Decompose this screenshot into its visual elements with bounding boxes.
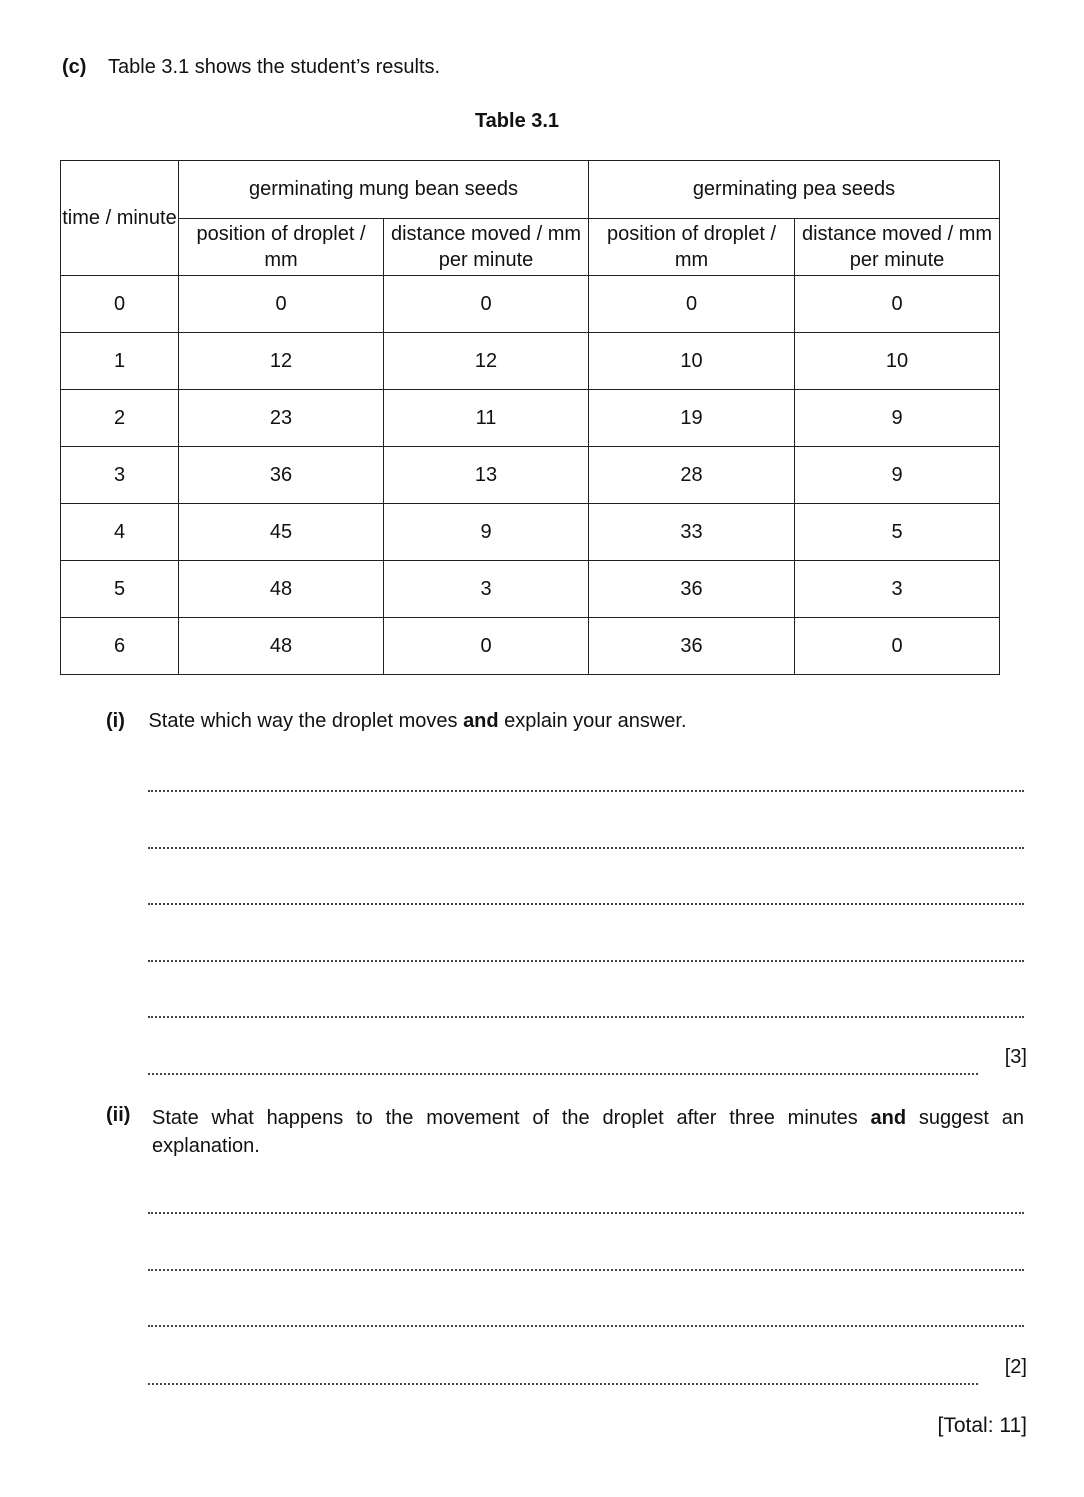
part-ii-text: suggest an explanation.: [152, 1107, 1024, 1157]
marks-ii: [2]: [1004, 1356, 1027, 1378]
part-ii-label: (ii): [106, 1104, 131, 1126]
answer-line[interactable]: [148, 1325, 1024, 1327]
value-cell: 36: [179, 447, 384, 504]
value-cell: 9: [384, 504, 589, 561]
table-row: [61, 276, 1000, 333]
value-cell: 10: [589, 333, 795, 390]
answer-line[interactable]: [148, 1383, 978, 1385]
total-marks: [Total: 11]: [937, 1414, 1027, 1437]
subheader: distance moved / mm per minute: [795, 218, 1000, 276]
value-cell: 0: [795, 618, 1000, 675]
time-cell: 3: [61, 447, 179, 504]
answer-line[interactable]: [148, 1073, 978, 1075]
time-cell: 4: [61, 504, 179, 561]
value-cell: 5: [795, 504, 1000, 561]
answer-line[interactable]: [148, 1016, 1024, 1018]
table-row: [61, 333, 1000, 390]
value-cell: 12: [179, 333, 384, 390]
subheader: position of droplet / mm: [589, 218, 795, 276]
value-cell: 28: [589, 447, 795, 504]
table-row: [61, 561, 1000, 618]
table-row: [61, 390, 1000, 447]
table-row: [61, 504, 1000, 561]
group-header-pea: germinating pea seeds: [589, 161, 1000, 219]
value-cell: 11: [384, 390, 589, 447]
answer-line[interactable]: [148, 960, 1024, 962]
part-ii-prompt: [106, 1104, 1024, 1160]
question-label: (c): [62, 56, 87, 78]
subheader: distance moved / mm per minute: [384, 218, 589, 276]
value-cell: 48: [179, 561, 384, 618]
time-cell: 0: [61, 276, 179, 333]
value-cell: 13: [384, 447, 589, 504]
value-cell: 9: [795, 390, 1000, 447]
answer-line[interactable]: [148, 790, 1024, 792]
value-cell: 23: [179, 390, 384, 447]
question-c: [62, 56, 440, 79]
value-cell: 36: [589, 618, 795, 675]
marks-i: [3]: [1004, 1046, 1027, 1068]
value-cell: 19: [589, 390, 795, 447]
group-header-mung: germinating mung bean seeds: [179, 161, 589, 219]
value-cell: 33: [589, 504, 795, 561]
value-cell: 12: [384, 333, 589, 390]
table-row: [61, 618, 1000, 675]
value-cell: 45: [179, 504, 384, 561]
value-cell: 0: [384, 276, 589, 333]
time-cell: 5: [61, 561, 179, 618]
time-cell: 6: [61, 618, 179, 675]
value-cell: 48: [179, 618, 384, 675]
value-cell: 10: [795, 333, 1000, 390]
part-i-text: explain your answer.: [498, 710, 687, 732]
time-header: time / minute: [61, 161, 179, 276]
value-cell: 0: [795, 276, 1000, 333]
table-caption: Table 3.1: [474, 110, 560, 132]
value-cell: 9: [795, 447, 1000, 504]
answer-line[interactable]: [148, 1269, 1024, 1271]
time-cell: 2: [61, 390, 179, 447]
part-i-prompt: [106, 710, 687, 733]
value-cell: 0: [384, 618, 589, 675]
value-cell: 3: [384, 561, 589, 618]
time-cell: 1: [61, 333, 179, 390]
subheader: position of droplet / mm: [179, 218, 384, 276]
answer-line[interactable]: [148, 903, 1024, 905]
table-row: [61, 447, 1000, 504]
answer-line[interactable]: [148, 847, 1024, 849]
part-i-label: (i): [106, 710, 125, 732]
value-cell: 0: [589, 276, 795, 333]
question-text: Table 3.1 shows the student’s results.: [108, 56, 441, 78]
results-table: [60, 160, 1000, 675]
part-ii-text: State what happens to the movement of the droplet after three minutes: [152, 1107, 871, 1129]
value-cell: 0: [179, 276, 384, 333]
part-i-text: State which way the droplet moves: [148, 710, 464, 732]
answer-line[interactable]: [148, 1212, 1024, 1214]
part-i-bold: and: [463, 710, 499, 732]
value-cell: 3: [795, 561, 1000, 618]
value-cell: 36: [589, 561, 795, 618]
part-ii-bold: and: [870, 1107, 907, 1129]
